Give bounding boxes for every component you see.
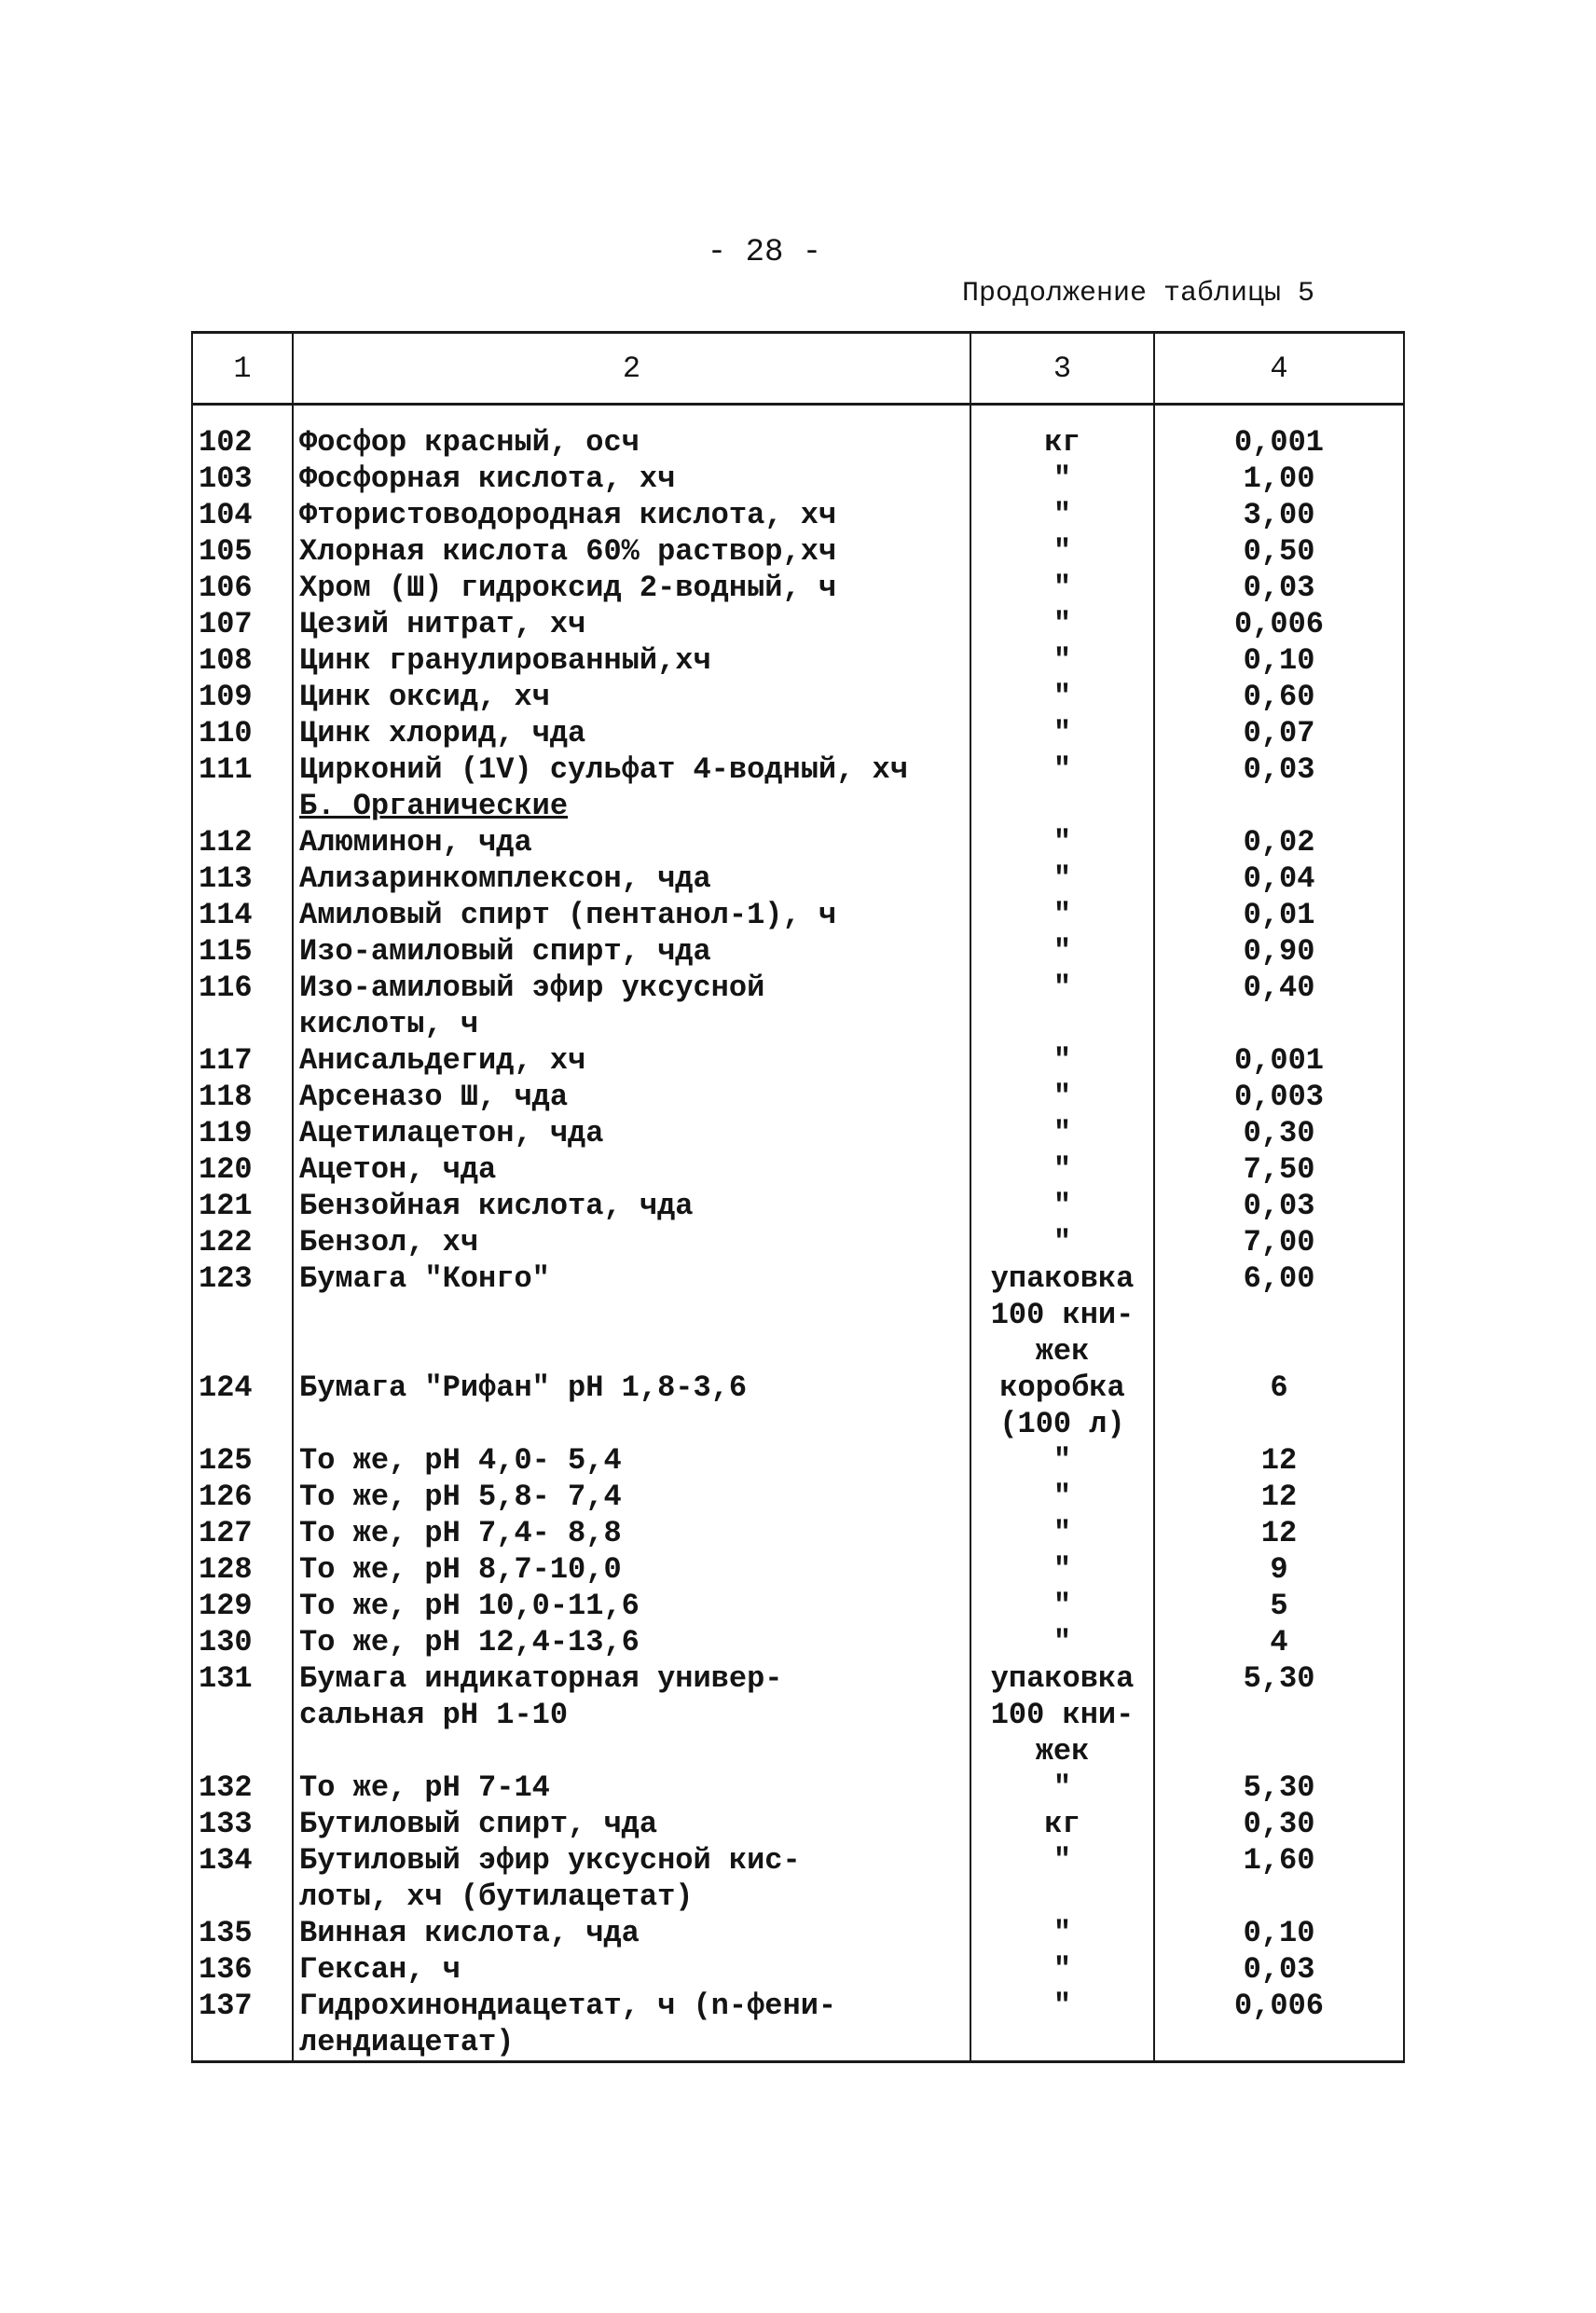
quantity-cell: 0,30 [1154,1115,1404,1151]
item-name-cell [293,1733,970,1769]
quantity-cell: 0,10 [1154,1915,1404,1951]
unit-cell: " [970,751,1154,788]
unit-cell: кг [970,1806,1154,1842]
item-name-cell: Бумага индикаторная универ- [293,1660,970,1697]
row-number-cell: 126 [192,1479,293,1515]
item-name-cell: То же, рН 10,0-11,6 [293,1588,970,1624]
unit-cell: " [970,642,1154,679]
unit-cell: 100 кни- [970,1297,1154,1333]
row-number-cell: 113 [192,860,293,897]
row-number-cell [192,1333,293,1370]
unit-cell: жек [970,1333,1154,1370]
unit-cell: " [970,1115,1154,1151]
row-number-cell: 110 [192,715,293,751]
quantity-cell: 6,00 [1154,1260,1404,1297]
table-body [192,405,1404,2062]
row-number-cell: 122 [192,1224,293,1260]
quantity-cell: 12 [1154,1479,1404,1515]
unit-cell: " [970,1042,1154,1079]
unit-cell: " [970,606,1154,642]
column-header-2: 2 [293,333,970,405]
item-name-cell: Изо-амиловый спирт, чда [293,933,970,970]
row-number-cell [192,1297,293,1333]
table-row [192,860,1404,897]
row-number-cell: 115 [192,933,293,970]
quantity-cell: 12 [1154,1442,1404,1479]
unit-cell: " [970,715,1154,751]
row-number-cell: 108 [192,642,293,679]
unit-cell: " [970,570,1154,606]
table-row [192,1079,1404,1115]
unit-cell: " [970,1624,1154,1660]
unit-cell [970,1879,1154,1915]
quantity-cell: 6 [1154,1370,1404,1406]
item-name-cell: Алюминон, чда [293,824,970,860]
item-name-cell: То же, рН 8,7-10,0 [293,1551,970,1588]
unit-cell [970,1006,1154,1042]
row-number-cell: 109 [192,679,293,715]
item-name-cell: Фосфор красный, осч [293,424,970,461]
table-row [192,1988,1404,2024]
quantity-cell: 0,001 [1154,424,1404,461]
column-header-1: 1 [192,333,293,405]
item-name-cell [293,1297,970,1333]
unit-cell: упаковка [970,1260,1154,1297]
item-name-cell: Цинк хлорид, чда [293,715,970,751]
row-number-cell: 128 [192,1551,293,1588]
unit-cell: " [970,1588,1154,1624]
item-name-cell: Гексан, ч [293,1951,970,1988]
quantity-cell: 0,001 [1154,1042,1404,1079]
item-name-cell: Фосфорная кислота, хч [293,461,970,497]
row-number-cell: 127 [192,1515,293,1551]
quantity-cell: 0,03 [1154,1188,1404,1224]
quantity-cell: 0,90 [1154,933,1404,970]
item-name-cell: Хром (Ш) гидроксид 2-водный, ч [293,570,970,606]
table-row [192,1733,1404,1769]
table-header-row [192,333,1404,405]
unit-cell: " [970,1915,1154,1951]
quantity-cell: 1,60 [1154,1842,1404,1879]
row-number-cell: 114 [192,897,293,933]
table-row [192,897,1404,933]
unit-cell: " [970,461,1154,497]
table-row [192,2024,1404,2062]
item-name-cell: Бумага "Конго" [293,1260,970,1297]
unit-cell: " [970,1442,1154,1479]
unit-cell: " [970,1224,1154,1260]
quantity-cell [1154,1879,1404,1915]
unit-cell: " [970,970,1154,1006]
unit-cell: 100 кни- [970,1697,1154,1733]
table-row [192,1915,1404,1951]
table-row [192,1660,1404,1697]
quantity-cell: 0,02 [1154,824,1404,860]
item-name-cell: Хлорная кислота 60% раствор,хч [293,533,970,570]
unit-cell: " [970,1151,1154,1188]
item-name-cell: То же, рН 7,4- 8,8 [293,1515,970,1551]
table-row [192,642,1404,679]
quantity-cell: 5,30 [1154,1769,1404,1806]
table-row [192,1442,1404,1479]
table-row [192,1333,1404,1370]
quantity-cell: 0,50 [1154,533,1404,570]
item-name-cell: лоты, хч (бутилацетат) [293,1879,970,1915]
table-row [192,1624,1404,1660]
table-row [192,1115,1404,1151]
row-number-cell [192,1733,293,1769]
unit-cell: упаковка [970,1660,1154,1697]
quantity-cell [1154,1006,1404,1042]
quantity-cell [1154,2024,1404,2062]
unit-cell: " [970,1842,1154,1879]
item-name-cell: То же, рН 4,0- 5,4 [293,1442,970,1479]
item-name-cell: Бумага "Рифан" рН 1,8-3,6 [293,1370,970,1406]
unit-cell: " [970,1188,1154,1224]
quantity-cell: 0,07 [1154,715,1404,751]
unit-cell: " [970,824,1154,860]
item-name-cell: Фтористоводородная кислота, хч [293,497,970,533]
quantity-cell: 5 [1154,1588,1404,1624]
row-number-cell: 135 [192,1915,293,1951]
item-name-cell: Арсеназо Ш, чда [293,1079,970,1115]
table-row [192,1769,1404,1806]
row-number-cell [192,1406,293,1442]
item-name-cell: Цинк оксид, хч [293,679,970,715]
row-number-cell: 136 [192,1951,293,1988]
table-row [192,715,1404,751]
quantity-cell: 0,04 [1154,860,1404,897]
quantity-cell: 1,00 [1154,461,1404,497]
unit-cell: " [970,1515,1154,1551]
table-caption: Продолжение таблицы 5 [961,278,1314,310]
table-row [192,933,1404,970]
unit-cell: " [970,897,1154,933]
quantity-cell: 5,30 [1154,1660,1404,1697]
unit-cell: коробка [970,1370,1154,1406]
table-row [192,970,1404,1006]
item-name-cell [293,1406,970,1442]
unit-cell: " [970,1079,1154,1115]
table-row [192,1515,1404,1551]
row-number-cell: 130 [192,1624,293,1660]
item-name-cell: Анисальдегид, хч [293,1042,970,1079]
row-number-cell: 137 [192,1988,293,2024]
item-name-cell: То же, рН 12,4-13,6 [293,1624,970,1660]
unit-cell: (100 л) [970,1406,1154,1442]
row-number-cell: 118 [192,1079,293,1115]
table-row [192,1951,1404,1988]
row-number-cell: 131 [192,1660,293,1697]
table-row [192,1479,1404,1515]
table-row [192,1588,1404,1624]
unit-cell: " [970,1551,1154,1588]
quantity-cell: 4 [1154,1624,1404,1660]
table-row [192,570,1404,606]
row-number-cell: 106 [192,570,293,606]
item-name-cell: Бутиловый эфир уксусной кис- [293,1842,970,1879]
quantity-cell [1154,1333,1404,1370]
unit-cell: " [970,933,1154,970]
item-name-cell: Бензойная кислота, чда [293,1188,970,1224]
row-number-cell: 133 [192,1806,293,1842]
table-row [192,1406,1404,1442]
section-heading-row [192,788,1404,824]
item-name-cell: Ацетон, чда [293,1151,970,1188]
table-row [192,1297,1404,1333]
item-name-cell: Цезий нитрат, хч [293,606,970,642]
table-row [192,1260,1404,1297]
unit-cell: " [970,533,1154,570]
quantity-cell: 0,40 [1154,970,1404,1006]
table-spacer-row [192,405,1404,425]
row-number-cell: 102 [192,424,293,461]
item-name-cell: кислоты, ч [293,1006,970,1042]
table-row [192,824,1404,860]
unit-cell: " [970,860,1154,897]
row-number-cell: 103 [192,461,293,497]
column-header-3: 3 [970,333,1154,405]
item-name-cell: То же, рН 5,8- 7,4 [293,1479,970,1515]
unit-cell: " [970,1769,1154,1806]
unit-cell: жек [970,1733,1154,1769]
quantity-cell [1154,788,1404,824]
row-number-cell: 112 [192,824,293,860]
unit-cell [970,788,1154,824]
table-row [192,533,1404,570]
row-number-cell: 121 [192,1188,293,1224]
table-row [192,1042,1404,1079]
table-row [192,1697,1404,1733]
quantity-cell: 7,50 [1154,1151,1404,1188]
quantity-cell [1154,1697,1404,1733]
row-number-cell [192,1697,293,1733]
row-number-cell [192,1006,293,1042]
quantity-cell: 12 [1154,1515,1404,1551]
materials-table [191,331,1405,2063]
table-row [192,679,1404,715]
item-name-cell [293,1333,970,1370]
item-name-cell: Бутиловый спирт, чда [293,1806,970,1842]
table-row [192,1842,1404,1879]
quantity-cell: 0,006 [1154,1988,1404,2024]
quantity-cell: 0,03 [1154,751,1404,788]
item-name-cell: Амиловый спирт (пентанол-1), ч [293,897,970,933]
row-number-cell: 134 [192,1842,293,1879]
item-name-cell: Цирконий (1V) сульфат 4-водный, хч [293,751,970,788]
quantity-cell: 0,03 [1154,1951,1404,1988]
table-row [192,1224,1404,1260]
quantity-cell: 0,006 [1154,606,1404,642]
row-number-cell: 124 [192,1370,293,1406]
row-number-cell: 107 [192,606,293,642]
quantity-cell: 0,30 [1154,1806,1404,1842]
section-title-cell: Б. Органические [293,788,970,824]
item-name-cell: Ализаринкомплексон, чда [293,860,970,897]
row-number-cell [192,788,293,824]
quantity-cell [1154,1406,1404,1442]
item-name-cell: Винная кислота, чда [293,1915,970,1951]
unit-cell [970,2024,1154,2062]
row-number-cell: 119 [192,1115,293,1151]
unit-cell: " [970,1479,1154,1515]
unit-cell: " [970,679,1154,715]
table-row [192,497,1404,533]
quantity-cell [1154,1297,1404,1333]
table-row [192,1879,1404,1915]
item-name-cell: Цинк гранулированный,хч [293,642,970,679]
quantity-cell: 0,003 [1154,1079,1404,1115]
table-row [192,1006,1404,1042]
table-row [192,461,1404,497]
item-name-cell: Изо-амиловый эфир уксусной [293,970,970,1006]
quantity-cell: 0,10 [1154,642,1404,679]
row-number-cell [192,1879,293,1915]
item-name-cell: сальная рН 1-10 [293,1697,970,1733]
quantity-cell: 3,00 [1154,497,1404,533]
row-number-cell: 129 [192,1588,293,1624]
row-number-cell: 104 [192,497,293,533]
quantity-cell [1154,1733,1404,1769]
page-number: - 28 - [707,235,822,270]
quantity-cell: 7,00 [1154,1224,1404,1260]
row-number-cell: 120 [192,1151,293,1188]
row-number-cell: 105 [192,533,293,570]
table-row [192,1188,1404,1224]
unit-cell: " [970,1988,1154,2024]
quantity-cell: 0,03 [1154,570,1404,606]
table-row [192,424,1404,461]
table-row [192,606,1404,642]
table-row [192,751,1404,788]
table-row [192,1806,1404,1842]
item-name-cell: Бензол, хч [293,1224,970,1260]
row-number-cell [192,2024,293,2062]
quantity-cell: 9 [1154,1551,1404,1588]
quantity-cell: 0,01 [1154,897,1404,933]
item-name-cell: Ацетилацетон, чда [293,1115,970,1151]
quantity-cell: 0,60 [1154,679,1404,715]
table-row [192,1551,1404,1588]
row-number-cell: 125 [192,1442,293,1479]
item-name-cell: лендиацетат) [293,2024,970,2062]
row-number-cell: 111 [192,751,293,788]
table-row [192,1151,1404,1188]
column-header-4: 4 [1154,333,1404,405]
item-name-cell: То же, рН 7-14 [293,1769,970,1806]
unit-cell: " [970,497,1154,533]
row-number-cell: 132 [192,1769,293,1806]
row-number-cell: 123 [192,1260,293,1297]
unit-cell: кг [970,424,1154,461]
unit-cell: " [970,1951,1154,1988]
row-number-cell: 117 [192,1042,293,1079]
table-row [192,1370,1404,1406]
row-number-cell: 116 [192,970,293,1006]
item-name-cell: Гидрохинондиацетат, ч (n-фени- [293,1988,970,2024]
